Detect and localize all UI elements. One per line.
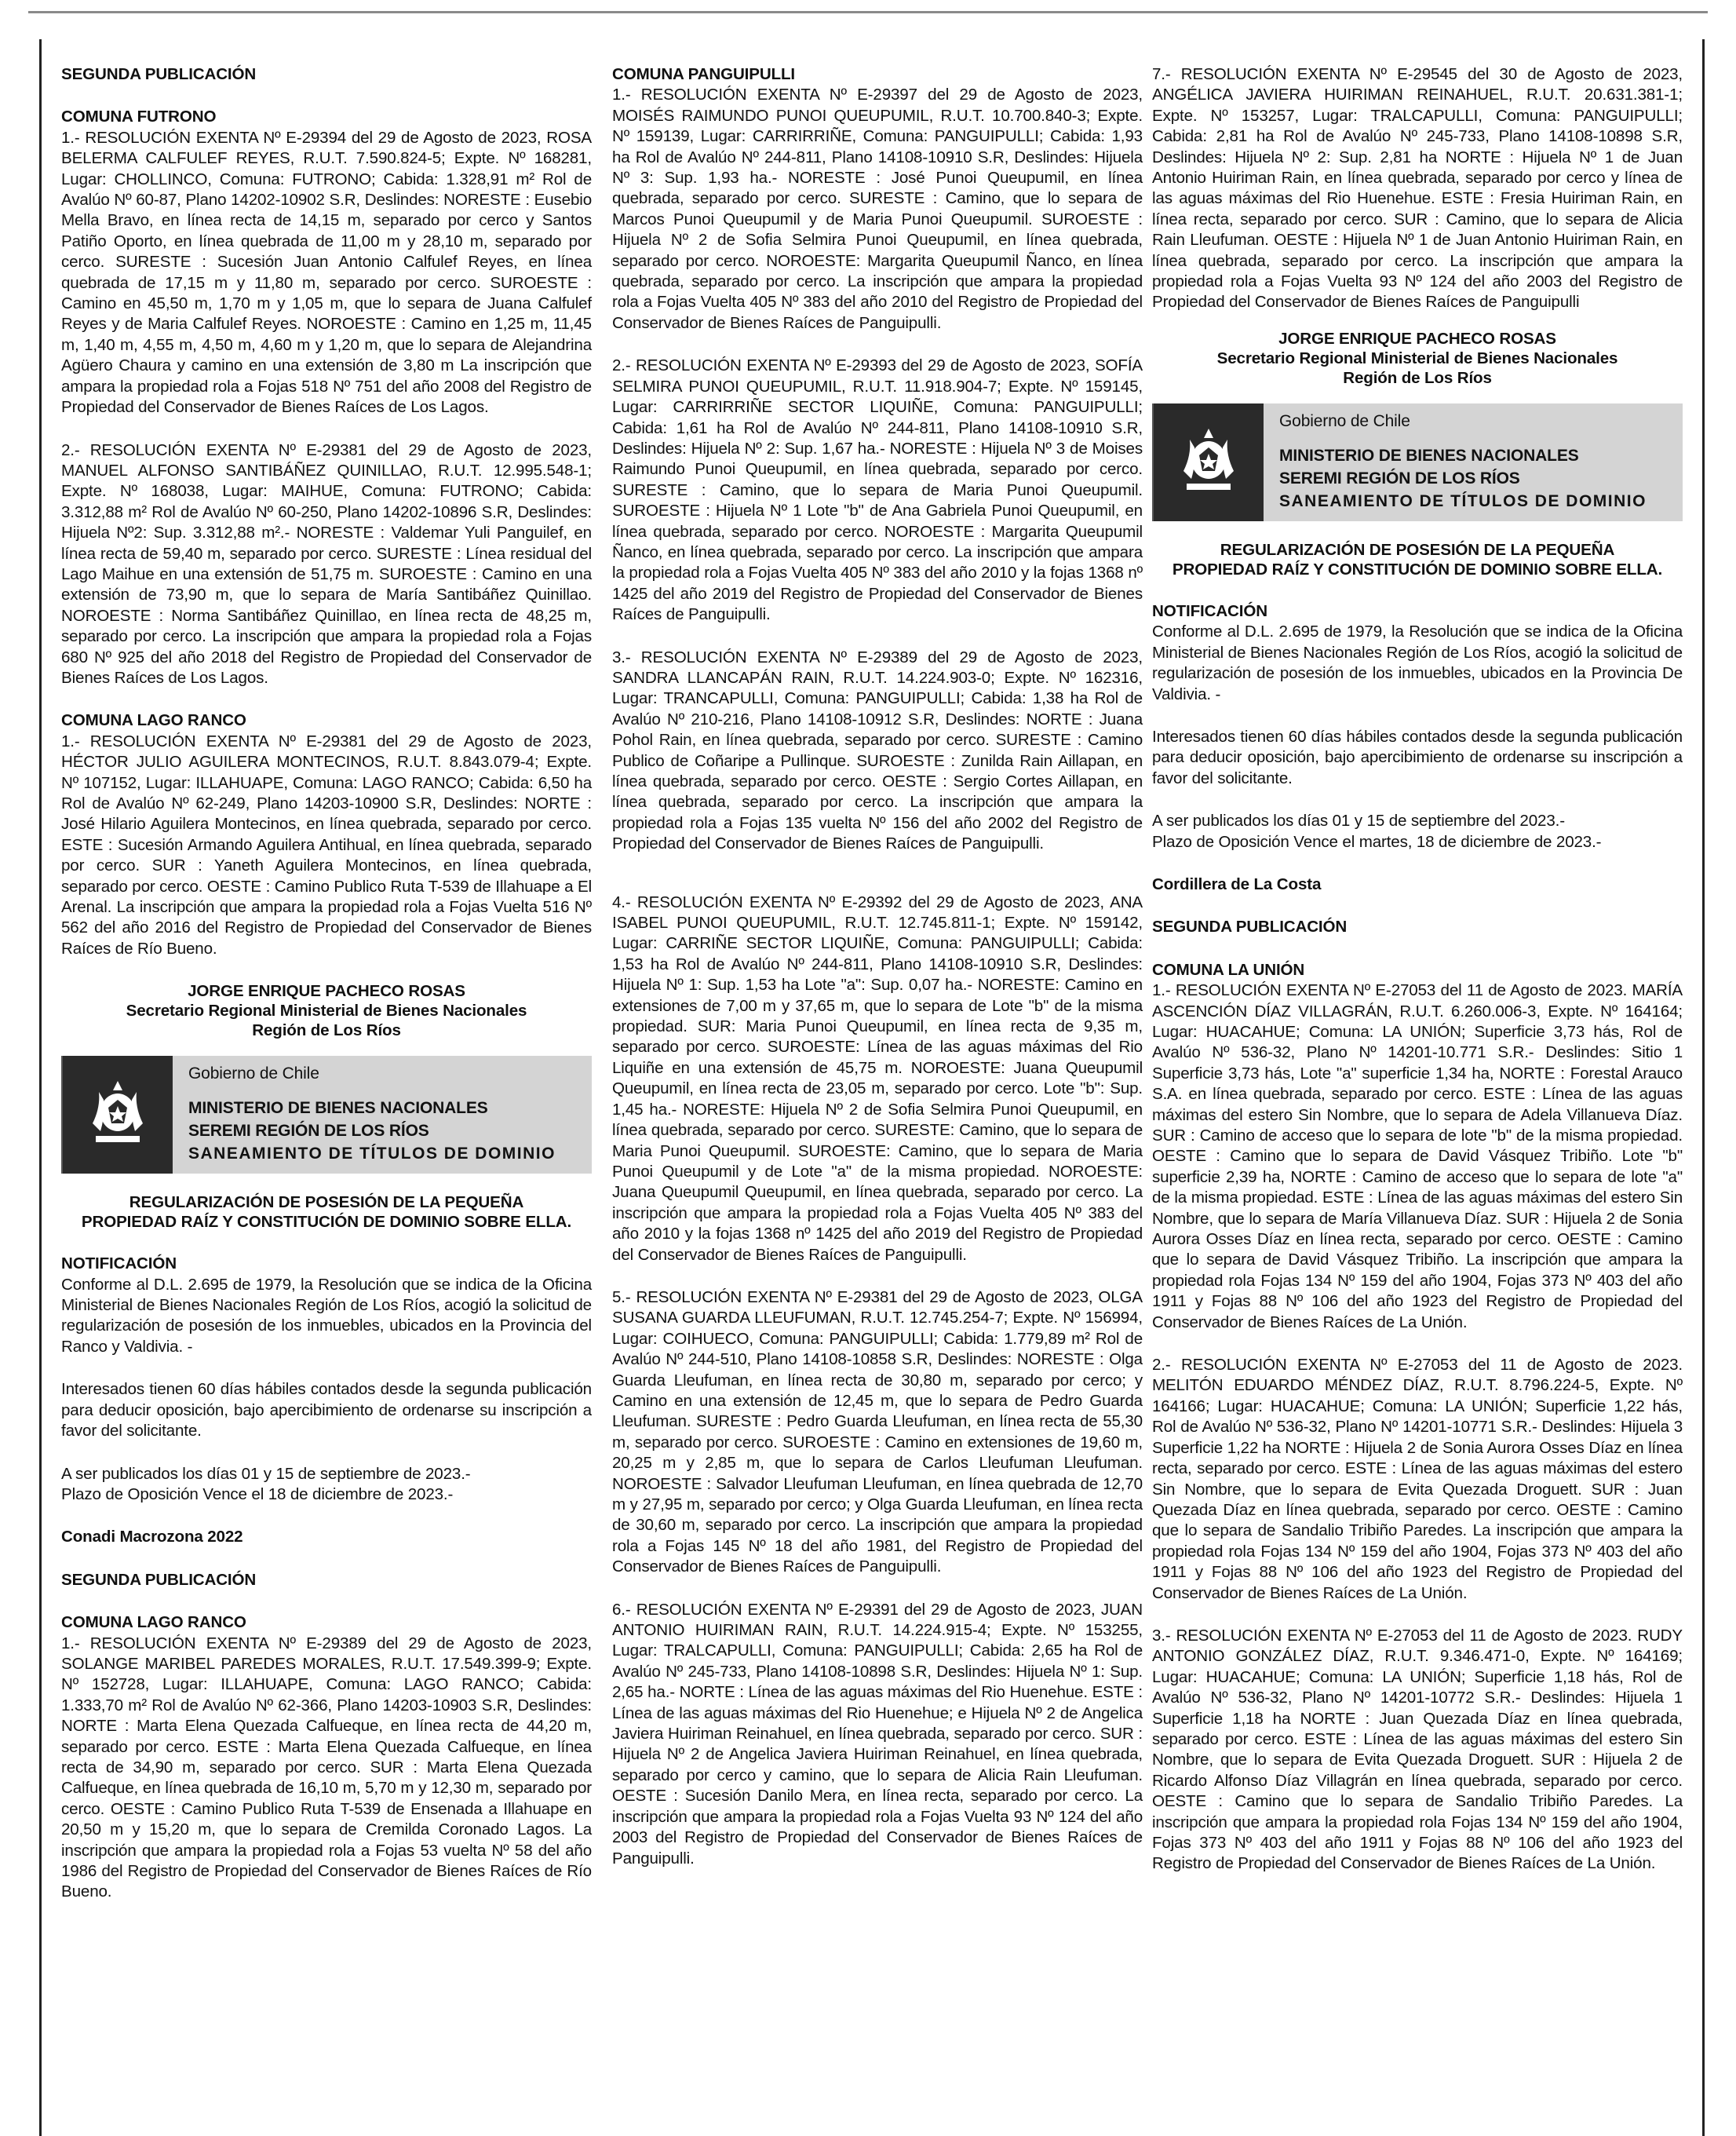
resolution-text: 5.- RESOLUCIÓN EXENTA Nº E-29381 del 29 de Agosto de 2023, OLGA SUSANA GUARDA LLEUFUMAN, R.U.T. 12.745.254-7; Expte. Nº 156994, Lugar: COIHUECO, Comuna: PANGUIPULLI; Cabida: 1.779,89 m² Rol de Avalúo Nº 244-510, Plano 14108-10858 S.R, Deslindes: NORESTE : Olga Guarda Lleufuman, en línea recta de 30,80 m, separado por cerco; y Camino en una extensión de 12,45 m, que lo separa de Pedro Guarda Lleufuman. SURESTE : Pedro Guarda Lleufuman, en línea recta de 55,30 m, separado por cerco. SUROESTE : Camino en extensiones de 19,60 m, 20,25 m y 2,85 m, que lo separa de Carlos Lleufuman Lleufuman. NOROESTE : Salvador Lleufuman Lleufuman, en línea quebrada de 12,70 m y 27,95 m, separado por cerco; y Olga Guarda Lleufuman, en línea recta de 30,60 m, separado por cerco. La inscripción que ampara la propiedad rola a Fojas 145 Nº 18 del año 1981, del Registro de Propiedad del Conservador de Bienes Raíces de Panguipulli. xyxy=(612,1287,1143,1576)
notification-text: Conforme al D.L. 2.695 de 1979, la Resolución que se indica de la Oficina Ministerial de Bienes Nacionales Región de Los Ríos, acogió la solicitud de regularización de posesión de los inmuebles, ubicados en la Provincia De Valdivia. - xyxy=(1152,623,1683,703)
coat-of-arms-icon xyxy=(85,1076,151,1152)
signature-block xyxy=(1152,329,1683,388)
program-line: SANEAMIENTO DE TÍTULOS DE DOMINIO xyxy=(188,1145,556,1163)
logo-panel xyxy=(1154,403,1264,521)
notification-text: Conforme al D.L. 2.695 de 1979, la Resolución que se indica de la Oficina Ministerial de Bienes Nacionales Región de Los Ríos, acogió la solicitud de regularización de posesión de los inmuebles, ubicados en la Provincia del Ranco y Valdivia. - xyxy=(61,1275,592,1356)
publication-label: SEGUNDA PUBLICACIÓN xyxy=(1152,918,1348,937)
resolution-text: 2.- RESOLUCIÓN EXENTA Nº E-29393 del 29 de Agosto de 2023, SOFÍA SELMIRA PUNOI QUEUPUMIL, R.U.T. 11.918.904-7; Expte. Nº 159145, Lugar: CARRIRRIÑE SECTOR LIQUIÑE, Comuna: PANGUIPULLI; Cabida: 1,61 ha Rol de Avalúo Nº 244-811, Plano 14108-10910 S.R, Deslindes: Hijuela Nº 2: Sup. 1,67 ha.- NORESTE : Hijuela Nº 3 de Moises Raimundo Punoi Queupumil, en línea quebrada, separado por cerco. SURESTE : Camino, que lo separa de Maria Punoi Queupumil. SUROESTE : Hijuela Nº 1 Lote "b" de Ana Gabriela Punoi Queupumil, en línea quebrada, separado por cerco. NOROESTE : Margarita Queupumil Ñanco, en línea quebrada, separado por cerco. La inscripción que ampara la propiedad rola a Fojas Vuelta 405 Nº 383 del año 2010 y la fojas 1368 nº 1425 del año 2019 del Registro de Propiedad del Conservador de Bienes Raíces de Panguipulli. xyxy=(612,356,1143,624)
title-line: REGULARIZACIÓN DE POSESIÓN DE LA PEQUEÑA xyxy=(129,1193,524,1212)
signer-name: JORGE ENRIQUE PACHECO ROSAS xyxy=(1278,329,1556,348)
resolution-text: 4.- RESOLUCIÓN EXENTA Nº E-29392 del 29 de Agosto de 2023, ANA ISABEL PUNOI QUEUPUMIL, R.U.T. 12.745.811-1; Expte. Nº 159142, Lugar: CARRIÑE SECTOR LIQUIÑE, Comuna: PANGUIPULLI; Cabida: 1,53 ha Rol de Avalúo Nº 244-811, Plano 14108-10910 S.R, Deslindes: Hijuela Nº 1: Sup. 1,53 ha Lote "a": Sup. 0,07 ha.- NORESTE: Camino en extensiones de 7,00 m y 37,65 m, que lo separa de Lote "b" de la misma propiedad. SUR: Maria Punoi Queupumil, en línea recta de 9,35 m, separado por cerco. SUROESTE: Línea de las aguas máximas del Rio Liquiñe en una extensión de 45,75 m. NOROESTE: Juana Queupumil Queupumil, en línea recta de 23,05 m, separado por cerco. Lote "b": Sup. 1,45 ha.- NORESTE: Hijuela Nº 2 de Sofia Selmira Punoi Queupumil, en línea quebrada, separado por cerco. SURESTE: Camino, que lo separa de Maria Punoi Queupumil. SUROESTE: Camino, que lo separa de Maria Punoi Queupumil y de Lote "a" de la misma propiedad. NOROESTE: Juana Queupumil Queupumil, en línea quebrada, separado por cerco. La inscripción que ampara la propiedad rola a Fojas Vuelta 405 Nº 383 del año 2010 y la fojas 1368 nº 1425 del año 2019 del Registro de Propiedad del Conservador de Bienes Raíces de Panguipulli. xyxy=(612,893,1143,1264)
resolution-text: 7.- RESOLUCIÓN EXENTA Nº E-29545 del 30 de Agosto de 2023, ANGÉLICA JAVIERA HUIRIMAN REINAHUEL, R.U.T. 20.631.381-1; Expte. Nº 153257, Lugar: TRALCAPULLI, Comuna: PANGUIPULLI; Cabida: 2,81 ha Rol de Avalúo Nº 245-733, Plano 14108-10898 S.R, Deslindes: Hijuela Nº 2: Sup. 2,81 ha NORTE : Hijuela Nº 1 de Juan Antonio Huiriman Rain, en línea quebrada, separado por cerco y línea de las aguas máximas del Rio Huenehue. ESTE : Fresia Huiriman Rain, en línea recta, separado por cerco. SUR : Camino, que lo separa de Alicia Rain Lleufuman. OESTE : Hijuela Nº 1 de Juan Antonio Huiriman Rain, en línea quebrada, separado por cerco. La inscripción que ampara la propiedad rola a Fojas Vuelta 93 Nº 124 del año 2003 del Registro de Propiedad del Conservador de Bienes Raíces de Panguipulli xyxy=(1152,65,1683,312)
coat-of-arms-icon xyxy=(1176,424,1242,499)
section-label: Conadi Macrozona 2022 xyxy=(61,1528,243,1546)
resolution-text: 2.- RESOLUCIÓN EXENTA Nº E-29381 del 29 de Agosto de 2023, MANUEL ALFONSO SANTIBÁÑEZ QUINILLAO, R.U.T. 12.995.548-1; Expte. Nº 168038, Lugar: MAIHUE, Comuna: FUTRONO; Cabida: 3.312,88 m² Rol de Avalúo Nº 60-250, Plano 14202-10896 S.R, Deslindes: Hijuela Nº2: Sup. 3.312,88 m².- NORESTE : Valdemar Yuli Panguilef, en línea recta de 59,40 m, separado por cerco. SURESTE : Línea residual del Lago Maihue en una extensión de 51,75 m. SUROESTE : Camino en una extensión de 73,90 m, que lo separa de María Santibáñez Quinillao. NOROESTE : Norma Santibáñez Quinillao, en línea recta de 48,25 m, separado por cerco. La inscripción que ampara la propiedad rola a Fojas 680 Nº 925 del año 2018 del Registro de Propiedad del Conservador de Bienes Raíces de Los Lagos. xyxy=(61,440,592,687)
publication-dates: A ser publicados los días 01 y 15 de septiembre del 2023.- xyxy=(1152,812,1565,831)
resolution-text: 6.- RESOLUCIÓN EXENTA Nº E-29391 del 29 de Agosto de 2023, JUAN ANTONIO HUIRIMAN RAIN, R.U.T. 14.224.915-4; Expte. Nº 153255, Lugar: TRALCAPULLI, Comuna: PANGUIPULLI; Cabida: 2,65 ha Rol de Avalúo Nº 245-733, Plano 14108-10898 S.R, Deslindes: Hijuela Nº 1: Sup. 2,65 ha.- NORTE : Línea de las aguas máximas del Rio Huenehue. ESTE : Línea de las aguas máximas del Rio Huenehue; e Hijuela Nº 2 de Angelica Javiera Huiriman Reinahuel, en línea quebrada, separado por cerco. SUR : Hijuela Nº 2 de Angelica Javiera Huiriman Reinahuel, en línea quebrada, separado por cerco y camino, que lo separa de Alicia Rain Lleufuman. OESTE : Sucesión Danilo Mera, en línea recta, separado por cerco. La inscripción que ampara la propiedad rola a Fojas Vuelta 93 Nº 124 del año 2003 del Registro de Propiedad del Conservador de Bienes Raíces de Panguipulli. xyxy=(612,1600,1143,1868)
publication-dates: A ser publicados los días 01 y 15 de septiembre de 2023.- xyxy=(61,1464,471,1483)
resolution-text: 3.- RESOLUCIÓN EXENTA Nº E-29389 del 29 de Agosto de 2023, SANDRA LLANCAPÁN RAIN, R.U.T. 14.224.903-0; Expte. Nº 162316, Lugar: TRANCAPULLI, Comuna: PANGUIPULLI; Cabida: 1,38 ha Rol de Avalúo Nº 210-216, Plano 14108-10912 S.R, Deslindes: NORTE : Juana Pohol Rain, en línea quebrada, separado por cerco. SURESTE : Camino Publico de Coñaripe a Pullinque. SUROESTE : Zunilda Rain Aillapan, en línea quebrada, separado por cerco. OESTE : Sergio Cortes Aillapan, en línea quebrada, separado por cerco. La inscripción que ampara la propiedad rola a Fojas 135 vuelta Nº 156 del año 2002 del Registro de Propiedad del Conservador de Bienes Raíces de Panguipulli. xyxy=(612,648,1143,853)
top-rule xyxy=(28,11,1708,13)
ministry-banner xyxy=(61,1056,592,1174)
ministry-line: MINISTERIO DE BIENES NACIONALES xyxy=(1279,446,1579,465)
regularization-title xyxy=(1152,540,1683,579)
ministry-line: MINISTERIO DE BIENES NACIONALES xyxy=(188,1099,488,1118)
signer-region: Región de Los Ríos xyxy=(252,1021,401,1040)
seremi-line: SEREMI REGIÓN DE LOS RÍOS xyxy=(1279,469,1520,487)
logo-panel xyxy=(63,1056,173,1174)
column-2 xyxy=(612,58,1143,1869)
publication-label: SEGUNDA PUBLICACIÓN xyxy=(61,1570,257,1589)
government-label: Gobierno de Chile xyxy=(188,1064,319,1083)
column-3 xyxy=(1152,58,1683,1875)
signer-title: Secretario Regional Ministerial de Bienes Nacionales xyxy=(1216,349,1618,367)
publication-label: SEGUNDA PUBLICACIÓN xyxy=(61,65,257,83)
opposition-deadline: Plazo de Oposición Vence el 18 de diciembre de 2023.- xyxy=(61,1484,454,1503)
opposition-deadline: Plazo de Oposición Vence el martes, 18 de diciembre de 2023.- xyxy=(1152,832,1602,851)
comuna-heading: COMUNA LA UNIÓN xyxy=(1152,960,1305,979)
resolution-text: 1.- RESOLUCIÓN EXENTA Nº E-29381 del 29 de Agosto de 2023, HÉCTOR JULIO AGUILERA MONTECINOS, R.U.T. 8.843.079-4; Expte. Nº 107152, Lugar: ILLAHUAPE, Comuna: LAGO RANCO; Cabida: 6,50 ha Rol de Avalúo Nº 62-249, Plano 14203-10900 S.R, Deslindes: NORTE : José Hilario Aguilera Montecinos, en línea quebrada, separado por cerco. ESTE : Sucesión Armando Aguilera Antihual, en línea quebrada, separado por cerco. SUR : Yaneth Aguilera Montecinos, en línea quebrada, separado por cerco. OESTE : Camino Publico Ruta T-539 de Illahuape a El Arenal. La inscripción que ampara la propiedad rola a Fojas Vuelta 516 Nº 562 del año 2016 del Registro de Propiedad del Conservador de Bienes Raíces de Río Bueno. xyxy=(61,732,592,958)
title-line: REGULARIZACIÓN DE POSESIÓN DE LA PEQUEÑA xyxy=(1220,540,1615,559)
interesados-text: Interesados tienen 60 días hábiles contados desde la segunda publicación para deducir oposición, bajo apercibimiento de ordenarse su inscripción a favor del solicitante. xyxy=(61,1380,592,1440)
comuna-heading: COMUNA FUTRONO xyxy=(61,108,217,126)
signer-region: Región de Los Ríos xyxy=(1343,368,1492,387)
resolution-text: 1.- RESOLUCIÓN EXENTA Nº E-29389 del 29 de Agosto de 2023, SOLANGE MARIBEL PAREDES MORALES, R.U.T. 17.549.399-9; Expte. Nº 152728, Lugar: ILLAHUAPE, Comuna: LAGO RANCO; Cabida: 1.333,70 m² Rol de Avalúo Nº 62-366, Plano 14203-10903 S.R, Deslindes: NORTE : Marta Elena Quezada Calfueque, en línea recta de 44,20 m, separado por cerco. ESTE : Marta Elena Quezada Calfueque, en línea recta de 34,90 m, separado por cerco. SUR : Marta Elena Quezada Calfueque, en línea quebrada de 16,10 m, 5,70 m y 12,30 m, separado por cerco. OESTE : Camino Publico Ruta T-539 de Ensenada a Illahuape en 20,50 m y 15,20 m, que lo separa de Cremilda Coronado Lagos. La inscripción que ampara la propiedad rola a Fojas 53 vuelta Nº 58 del año 1986 del Registro de Propiedad del Conservador de Bienes Raíces de Río Bueno. xyxy=(61,1634,592,1901)
resolution-text: 1.- RESOLUCIÓN EXENTA Nº E-29394 del 29 de Agosto de 2023, ROSA BELERMA CALFULEF REYES, R.U.T. 7.590.824-5; Expte. Nº 168281, Lugar: CHOLLINCO, Comuna: FUTRONO; Cabida: 1.328,91 m² Rol de Avalúo Nº 60-87, Plano 14202-10902 S.R, Deslindes: NORESTE : Eusebio Mella Bravo, en línea recta de 14,15 m, separado por cerco y Santos Patiño Oporto, en línea quebrada de 11,00 m y 28,10 m, separado por cerco. SURESTE : Sucesión Juan Antonio Calfulef Reyes, en línea quebrada de 17,15 m y 11,80 m, separado por cerco. SUROESTE : Camino en 45,50 m, 1,70 m y 1,05 m, que lo separa de Juana Calfulef Reyes y de Maria Calfulef Reyes. NOROESTE : Camino en 1,25 m, 11,45 m, 1,40 m, 4,55 m, 4,50 m, 4,60 m y 1,20 m, que lo separa de Alejandrina Agüero Chaura y camino en una extensión de 3,80 m La inscripción que ampara la propiedad rola a Fojas 518 Nº 751 del año 2008 del Registro de Propiedad del Conservador de Bienes Raíces de Los Lagos. xyxy=(61,128,592,417)
title-line: PROPIEDAD RAÍZ Y CONSTITUCIÓN DE DOMINIO SOBRE ELLA. xyxy=(81,1213,572,1232)
regularization-title xyxy=(61,1192,592,1232)
section-label: Cordillera de La Costa xyxy=(1152,874,1322,893)
column-1 xyxy=(61,58,592,1903)
interesados-text: Interesados tienen 60 días hábiles contados desde la segunda publicación para deducir oposición, bajo apercibimiento de ordenarse su inscripción a favor del solicitante. xyxy=(1152,727,1683,787)
comuna-heading: COMUNA LAGO RANCO xyxy=(61,711,246,730)
notification-heading: NOTIFICACIÓN xyxy=(1152,601,1267,620)
signer-name: JORGE ENRIQUE PACHECO ROSAS xyxy=(188,982,465,1001)
resolution-text: 2.- RESOLUCIÓN EXENTA Nº E-27053 del 11 de Agosto de 2023. MELITÓN EDUARDO MÉNDEZ DÍAZ, R.U.T. 8.796.224-5, Expte. Nº 164166; Lugar: HUACAHUE; Comuna: LA UNIÓN; Superficie 1,22 hás, Rol de Avalúo Nº 536-32, Plano Nº 14201-10771 S.R.- Deslindes: Hijuela 3 Superficie 1,22 ha NORTE : Hijuela 2 de Sonia Aurora Osses Díaz en línea recta, separado por cerco. ESTE : Línea de las aguas máximas del estero Sin Nombre, que lo separa de Evita Quezada Droguett. SUR : Juan Quezada Díaz en línea quebrada, separado por cerco. OESTE : Camino que lo separa de Sandalio Tribiño Paredes. La inscripción que ampara la propiedad rola Fojas 134 Nº 159 del año 1904, Fojas 373 Nº 403 del año 1911 y Fojas 88 Nº 106 del año 1923 del Registro de Propiedad del Conservador de Bienes Raíces de La Unión. xyxy=(1152,1356,1683,1602)
ministry-banner xyxy=(1152,403,1683,521)
ministry-name xyxy=(1279,444,1647,513)
notification-heading: NOTIFICACIÓN xyxy=(61,1254,177,1273)
program-line: SANEAMIENTO DE TÍTULOS DE DOMINIO xyxy=(1279,491,1647,510)
signer-title: Secretario Regional Ministerial de Bienes Nacionales xyxy=(126,1002,527,1021)
resolution-text: 1.- RESOLUCIÓN EXENTA Nº E-27053 del 11 de Agosto de 2023. MARÍA ASCENCIÓN DÍAZ VILLAGRÁN, R.U.T. 6.260.006-3, Expte. Nº 164164; Lugar: HUACAHUE; Comuna: LA UNIÓN; Superficie 3,73 hás, Rol de Avalúo Nº 536-32, Plano Nº 14201-10.771 S.R.- Deslindes: Sitio 1 Superficie 3,73 hás, Lote "a" superficie 1,34 ha, NORTE : Forestal Arauco S.A. en línea quebrada, separado por cerco. ESTE : Línea de las aguas máximas del estero Sin Nombre, que lo separa de Adela Villanueva Díaz. SUR : Camino de acceso que lo separa de lote "b" de la misma propiedad. OESTE : Camino que lo separa de David Vásquez Tribiño. Lote "b" superficie 2,39 ha, NORTE : Camino de acceso que lo separa de lote "a" de la misma propiedad. ESTE : Línea de las aguas máximas del estero Sin Nombre, que lo separa de María Villanueva Díaz. SUR : Hijuela 2 de Sonia Aurora Osses Díaz en línea recta, separado por cerco. OESTE : Camino que lo separa de David Vásquez Tribiño. La inscripción que ampara la propiedad rola Fojas 134 Nº 159 del año 1904, Fojas 373 Nº 403 del año 1911 y Fojas 88 Nº 106 del año 1923 del Registro de Propiedad del Conservador de Bienes Raíces de La Unión. xyxy=(1152,981,1683,1331)
government-label: Gobierno de Chile xyxy=(1279,411,1410,430)
comuna-heading: COMUNA LAGO RANCO xyxy=(61,1613,246,1632)
seremi-line: SEREMI REGIÓN DE LOS RÍOS xyxy=(188,1122,429,1141)
comuna-heading: COMUNA PANGUIPULLI xyxy=(612,65,795,83)
resolution-text: 3.- RESOLUCIÓN EXENTA Nº E-27053 del 11 de Agosto de 2023. RUDY ANTONIO GONZÁLEZ DÍAZ, R.U.T. 9.346.471-0, Expte. Nº 164169; Lugar: HUACAHUE; Comuna: LA UNIÓN; Superficie 1,18 hás, Rol de Avalúo Nº 536-32, Plano Nº 14201-10772 S.R.- Deslindes: Hijuela 1 Superficie 1,18 ha NORTE : Juan Quezada Díaz en línea quebrada, separado por cerco. ESTE : Línea de las aguas máximas del estero Sin Nombre, que lo separa de Evita Quezada Droguett. SUR : Hijuela 2 de Ricardo Alfonso Díaz Villagrán en línea quebrada, separado por cerco. OESTE : Camino que lo separa de Sandalio Tribiño Paredes. La inscripción que ampara la propiedad rola Fojas 134 Nº 159 del año 1904, Fojas 373 Nº 403 del año 1911 y Fojas 88 Nº 106 del año 1923 del Registro de Propiedad del Conservador de Bienes Raíces de La Unión. xyxy=(1152,1626,1683,1873)
title-line: PROPIEDAD RAÍZ Y CONSTITUCIÓN DE DOMINIO SOBRE ELLA. xyxy=(1172,560,1663,579)
signature-block xyxy=(61,981,592,1040)
ministry-name xyxy=(188,1097,556,1165)
resolution-text: 1.- RESOLUCIÓN EXENTA Nº E-29397 del 29 de Agosto de 2023, MOISÉS RAIMUNDO PUNOI QUEUPUMIL, R.U.T. 10.700.840-3; Expte. Nº 159139, Lugar: CARRIRRIÑE, Comuna: PANGUIPULLI; Cabida: 1,93 ha Rol de Avalúo Nº 244-811, Plano 14108-10910 S.R, Deslindes: Hijuela Nº 3: Sup. 1,93 ha.- NORESTE : José Punoi Queupumil, en línea quebrada, separado por cerco. SURESTE : Camino, que lo separa de Marcos Punoi Queupumil y de Maria Punoi Queupumil. SUROESTE : Hijuela Nº 2 de Sofia Selmira Punoi Queupumil, en línea quebrada, separado por cerco. NOROESTE: Margarita Queupumil Ñanco, en línea quebrada, separado por cerco. La inscripción que ampara la propiedad rola a Fojas Vuelta 405 Nº 383 del año 2010 del Registro de Propiedad del Conservador de Bienes Raíces de Panguipulli. xyxy=(612,86,1143,332)
